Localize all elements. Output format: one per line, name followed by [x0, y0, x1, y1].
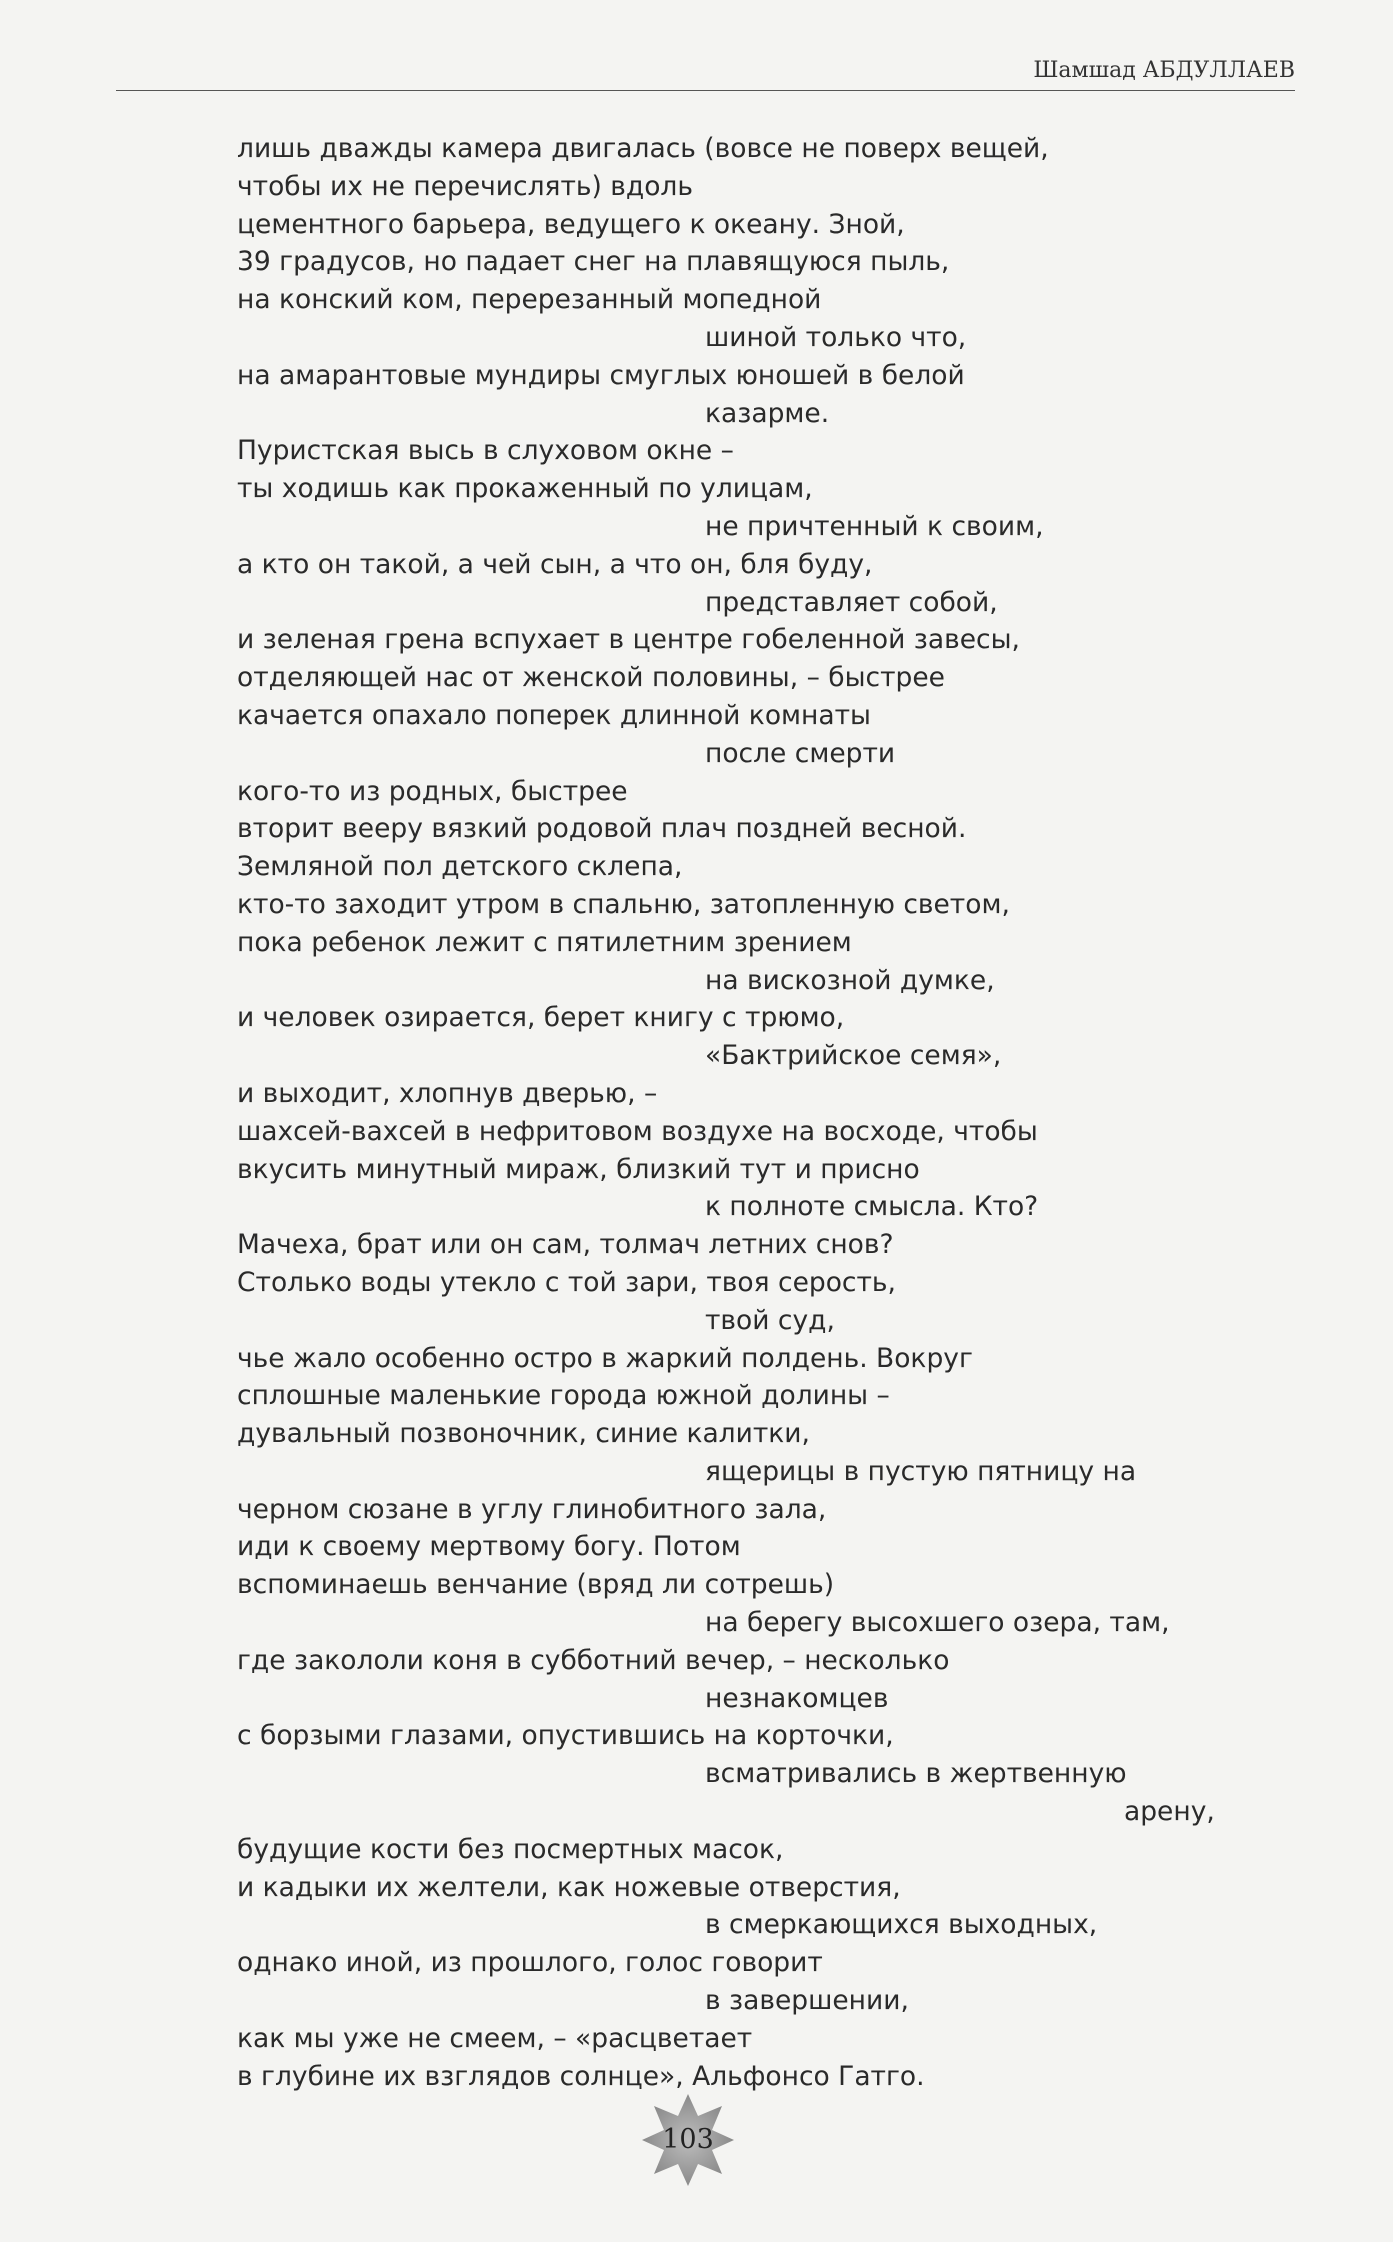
poem-line: ящерицы в пустую пятницу на	[705, 1455, 1137, 1487]
poem-line: Земляной пол детского склепа,	[237, 851, 683, 883]
poem-line: и зеленая грена вспухает в центре гобеленной завесы,	[237, 624, 1020, 656]
poem-line: на амарантовые мундиры смуглых юношей в белой	[237, 359, 965, 391]
poem-line: Мачеха, брат или он сам, толмач летних снов?	[237, 1229, 894, 1261]
poem-line: иди к своему мертвому богу. Потом	[237, 1531, 741, 1563]
poem-line: и человек озирается, берет книгу с трюмо,	[237, 1002, 845, 1034]
poem-line: и кадыки их желтели, как ножевые отверстия,	[237, 1871, 901, 1903]
poem-line: арену,	[1124, 1796, 1215, 1828]
poem-line: на конский ком, перерезанный мопедной	[237, 284, 822, 316]
poem-line: 39 градусов, но падает снег на плавящуюся пыль,	[237, 246, 950, 278]
page-number-badge	[638, 2090, 738, 2190]
poem-line: вторит вееру вязкий родовой плач поздней весной.	[237, 813, 967, 845]
poem-line: «Бактрийское семя»,	[705, 1040, 1002, 1072]
running-header-author: Шамшад АБДУЛЛАЕВ	[1033, 58, 1295, 83]
poem-line: чтобы их не перечислять) вдоль	[237, 170, 693, 202]
poem-line: представляет собой,	[705, 586, 998, 618]
poem-line: шахсей-вахсей в нефритовом воздухе на восходе, чтобы	[237, 1115, 1038, 1147]
poem-line: сплошные маленькие города южной долины –	[237, 1380, 890, 1412]
poem-line: качается опахало поперек длинной комнаты	[237, 699, 871, 731]
poem-line: цементного барьера, ведущего к океану. Зной,	[237, 208, 905, 240]
poem-line: вспоминаешь венчание (вряд ли сотрешь)	[237, 1569, 835, 1601]
poem-line: Столько воды утекло с той зари, твоя серость,	[237, 1266, 896, 1298]
poem-line: лишь дважды камера двигалась (вовсе не поверх вещей,	[237, 133, 1049, 164]
poem-line: однако иной, из прошлого, голос говорит	[237, 1947, 823, 1979]
poem-line: в глубине их взглядов солнце», Альфонсо Гатго.	[237, 2060, 925, 2092]
poem-line: после смерти	[705, 737, 896, 769]
poem-line: чье жало особенно остро в жаркий полдень. Вокруг	[237, 1342, 973, 1374]
poem-line: будущие кости без посмертных масок,	[237, 1833, 784, 1865]
poem-line: и выходит, хлопнув дверью, –	[237, 1077, 658, 1109]
poem-line: твой суд,	[705, 1304, 835, 1336]
poem-line: как мы уже не смеем, – «расцветает	[237, 2022, 753, 2054]
poem-line: в смеркающихся выходных,	[705, 1909, 1098, 1941]
poem-line: всматривались в жертвенную	[705, 1758, 1127, 1790]
poem-line: ты ходишь как прокаженный по улицам,	[237, 473, 813, 505]
poem-line: не причтенный к своим,	[705, 510, 1044, 542]
poem-line: отделяющей нас от женской половины, – быстрее	[237, 662, 945, 694]
poem-line: дувальный позвоночник, синие калитки,	[237, 1418, 810, 1450]
poem-body	[237, 130, 1257, 2095]
poem-line: вкусить минутный мираж, близкий тут и присно	[237, 1153, 920, 1185]
page-number: 103	[662, 2124, 714, 2155]
poem-line: на берегу высохшего озера, там,	[705, 1607, 1170, 1639]
poem-line: кого-то из родных, быстрее	[237, 775, 628, 807]
poem-line: незнакомцев	[705, 1682, 889, 1714]
poem-line: в завершении,	[705, 1985, 909, 2017]
poem-line: а кто он такой, а чей сын, а что он, бля буду,	[237, 548, 873, 580]
poem-line: к полноте смысла. Кто?	[705, 1191, 1039, 1223]
poem-line: где закололи коня в субботний вечер, – несколько	[237, 1644, 950, 1676]
poem-line: кто-то заходит утром в спальню, затопленную светом,	[237, 888, 1010, 920]
poem-line: пока ребенок лежит с пятилетним зрением	[237, 926, 852, 958]
poem-line: на вискозной думке,	[705, 964, 995, 996]
poem-line: казарме.	[705, 397, 830, 429]
poem-line: Пуристская высь в слуховом окне –	[237, 435, 734, 467]
header-divider	[116, 90, 1295, 91]
poem-line: с борзыми глазами, опустившись на корточки,	[237, 1720, 894, 1752]
poem-line: шиной только что,	[705, 321, 967, 353]
poem-line: черном сюзане в углу глинобитного зала,	[237, 1493, 827, 1525]
